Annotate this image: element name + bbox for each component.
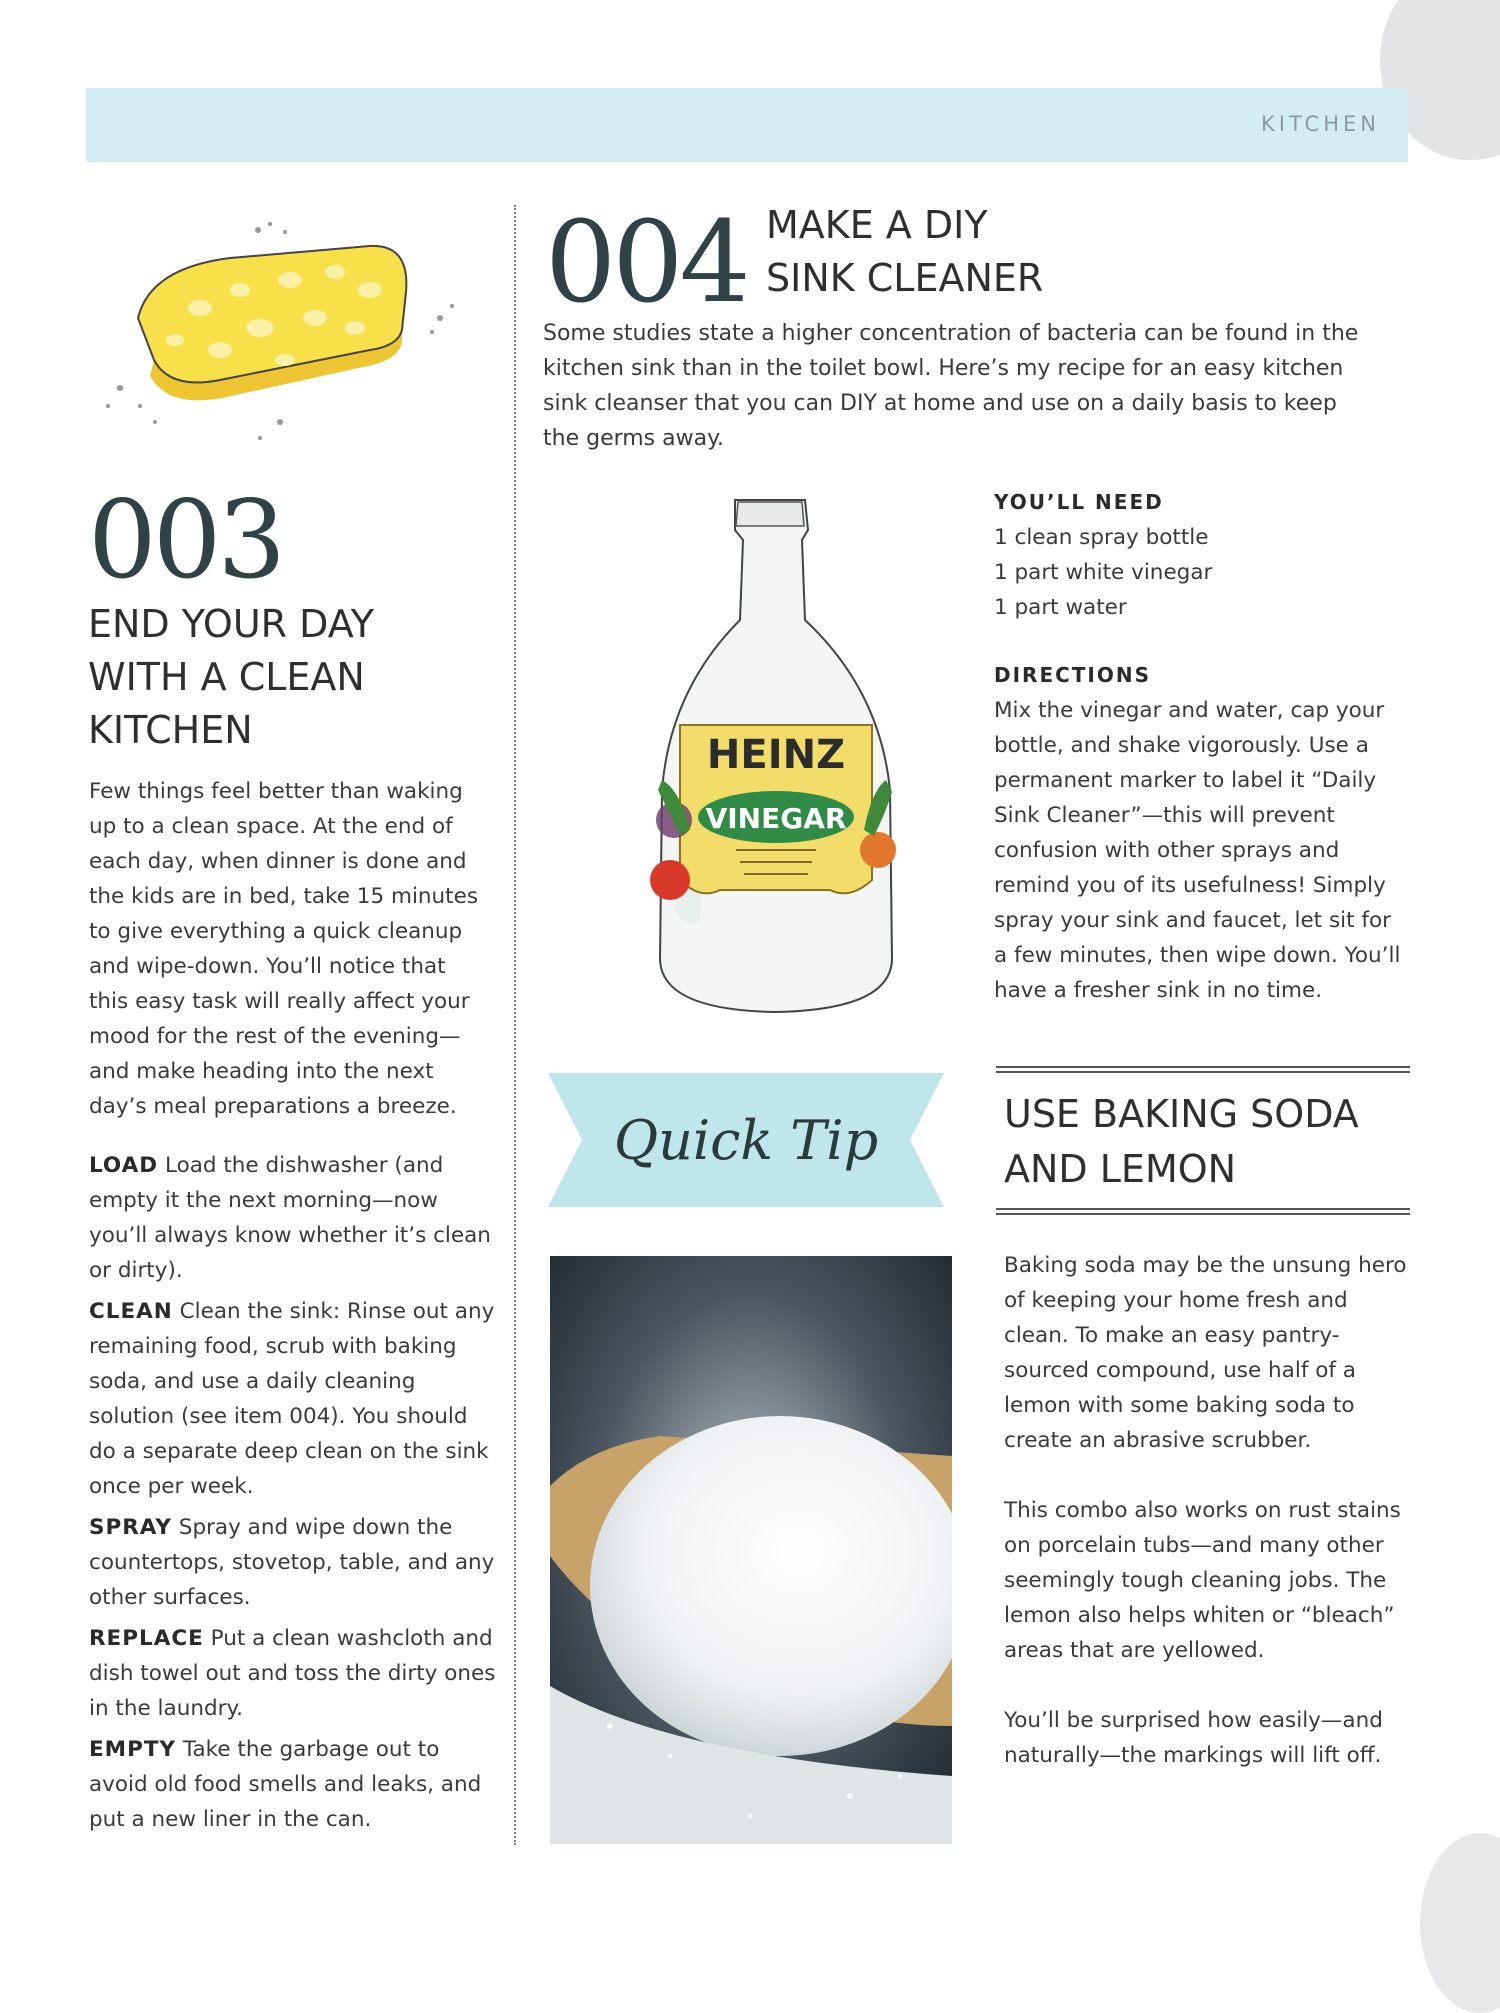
item-title-004 [766, 199, 1106, 305]
directions-heading: DIRECTIONS [994, 663, 1152, 687]
step-item [89, 1148, 499, 1288]
list-item: 1 clean spray bottle [994, 525, 1209, 550]
header-band [86, 88, 1408, 162]
item-number-004: 004 [545, 198, 747, 328]
tip-paragraph: Baking soda may be the unsung hero of keeping your home fresh and clean. To make an easy pantry-sourced compound, use half of a lemon with some baking soda to create an abrasive scrubber. [1004, 1253, 1407, 1453]
step-item [89, 1510, 499, 1615]
step-text: Put a clean washcloth and dish towel out and toss the dirty ones in the laundry. [89, 1626, 496, 1721]
column-divider [514, 205, 516, 1845]
title-line: KITCHEN [88, 708, 253, 752]
title-line: WITH A CLEAN [88, 655, 365, 699]
quick-tip-ribbon [548, 1073, 944, 1207]
step-label: CLEAN [89, 1299, 173, 1324]
title-line: MAKE A DIY [766, 203, 988, 247]
title-line: AND LEMON [1004, 1147, 1237, 1191]
title-line: USE BAKING SODA [1004, 1092, 1359, 1136]
step-label: LOAD [89, 1153, 159, 1178]
sponge-illustration [80, 210, 460, 450]
step-label: EMPTY [89, 1737, 177, 1762]
list-item: 1 part water [994, 595, 1127, 620]
baking-soda-photo [550, 1256, 952, 1844]
list-item: 1 part white vinegar [994, 560, 1213, 585]
tip-paragraph: This combo also works on rust stains on porcelain tubs—and many other seemingly tough cleaning jobs. The lemon also helps whiten or “bleach” areas that are yellowed. [1004, 1498, 1401, 1663]
needs-list [994, 520, 1374, 625]
title-line: SINK CLEANER [766, 256, 1044, 300]
step-label: REPLACE [89, 1626, 204, 1651]
step-text: Load the dishwasher (and empty it the next morning—now you’ll always know whether it’s clean or dirty). [89, 1153, 491, 1283]
item-intro-004: Some studies state a higher concentration of bacteria can be found in the kitchen sink than in the toilet bowl. Here’s my recipe for an easy kitchen sink cleanser that you can DIY at home and use on a daily basis to keep the germs away. [543, 321, 1359, 451]
bottle-product-text: VINEGAR [705, 802, 847, 835]
title-line: END YOUR DAY [88, 602, 374, 646]
item-title-003 [88, 598, 428, 757]
tip-rule-top [996, 1066, 1410, 1073]
vinegar-bottle-illustration [640, 490, 910, 1020]
item-number-003: 003 [88, 478, 283, 603]
needs-heading: YOU’LL NEED [994, 490, 1164, 514]
step-list [89, 1148, 499, 1843]
step-item [89, 1732, 499, 1837]
vinegar-label [650, 725, 896, 900]
step-text: Spray and wipe down the countertops, stovetop, table, and any other surfaces. [89, 1515, 495, 1610]
directions-text: Mix the vinegar and water, cap your bottle, and shake vigorously. Use a permanent marker to label it “Daily Sink Cleaner”—this will prevent confusion with other sprays and remind you of its usefulness! Simply spray your sink and faucet, let sit for a few minutes, then wipe down. You’ll have a fresher sink in no time. [994, 698, 1401, 1003]
tip-body [1004, 1248, 1414, 1808]
page-corner-shadow-bottom [1420, 1833, 1500, 2013]
bottle-brand-text: HEINZ [706, 732, 846, 778]
step-item [89, 1294, 499, 1504]
step-label: SPRAY [89, 1515, 172, 1540]
step-text: Take the garbage out to avoid old food smells and leaks, and put a new liner in the can. [89, 1737, 482, 1832]
tip-paragraph: You’ll be surprised how easily—and naturally—the markings will lift off. [1004, 1708, 1383, 1768]
tip-rule-bottom [996, 1208, 1410, 1215]
step-text: Clean the sink: Rinse out any remaining food, scrub with baking soda, and use a daily cleaning solution (see item 004). You should do a separate deep clean on the sink once per week. [89, 1299, 495, 1499]
tip-title [1004, 1087, 1404, 1197]
item-intro-003: Few things feel better than waking up to a clean space. At the end of each day, when dinner is done and the kids are in bed, take 15 minutes to give everything a quick cleanup and wipe-down. You’ll notice that this easy task will really affect your mood for the rest of the evening—and make heading into the next day’s meal preparations a breeze. [89, 779, 479, 1119]
step-item [89, 1621, 499, 1726]
quick-tip-banner-text: Quick Tip [613, 1109, 879, 1172]
section-label: KITCHEN [1261, 112, 1380, 136]
